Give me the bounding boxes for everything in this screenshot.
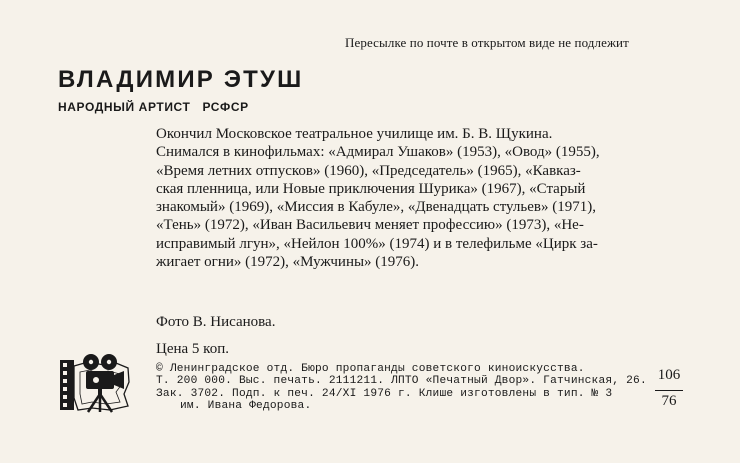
bio-line: Снимался в кинофильмах: «Адмирал Ушаков» (1953), «Овод» (1955), — [156, 144, 600, 161]
film-camera-map-emblem-icon — [58, 352, 132, 419]
rank-title: НАРОДНЫЙ АРТИСТ — [58, 100, 191, 114]
rank-republic: РСФСР — [202, 100, 249, 114]
code-numerator: 106 — [657, 367, 681, 383]
actor-rank — [58, 100, 249, 114]
photo-credit: Фото В. Нисанова. — [156, 314, 276, 330]
code-denominator: 76 — [655, 390, 683, 410]
price: Цена 5 коп. — [156, 341, 229, 357]
bio-line: знакомый» (1969), «Миссия в Кабуле», «Двенадцать стульев» (1971), — [156, 199, 596, 216]
postal-notice: Пересылке по почте в открытом виде не подлежит — [345, 35, 629, 50]
bio-line: жигает огни» (1972), «Мужчины» (1976). — [156, 254, 420, 271]
imprint — [156, 363, 647, 413]
bio-line: исправимый лгун», «Нейлон 100%» (1974) и в телефильме «Цирк за- — [156, 235, 598, 252]
imprint-line: © Ленинградское отд. Бюро пропаганды советского киноискусства. — [156, 363, 585, 375]
actor-name: ВЛАДИМИР ЭТУШ — [58, 66, 304, 93]
catalog-code — [655, 367, 683, 410]
bio-line: Окончил Московское театральное училище им. Б. В. Щукина. — [156, 126, 553, 142]
bio-line: «Время летних отпусков» (1960), «Председатель» (1965), «Кавказ- — [156, 162, 581, 179]
bio-line: «Тень» (1972), «Иван Васильевич меняет профессию» (1973), «Не- — [156, 217, 584, 234]
imprint-line: им. Ивана Федорова. — [180, 400, 312, 413]
biography — [156, 125, 684, 271]
imprint-line: Т. 200 000. Выс. печать. 2111211. ЛПТО «Печатный Двор». Гатчинская, 26. — [156, 375, 647, 388]
imprint-line: Зак. 3702. Подп. к печ. 24/XI 1976 г. Клише изготовлены в тип. № 3 — [156, 387, 613, 400]
bio-line: ская пленница, или Новые приключения Шурика» (1967), «Старый — [156, 180, 586, 197]
